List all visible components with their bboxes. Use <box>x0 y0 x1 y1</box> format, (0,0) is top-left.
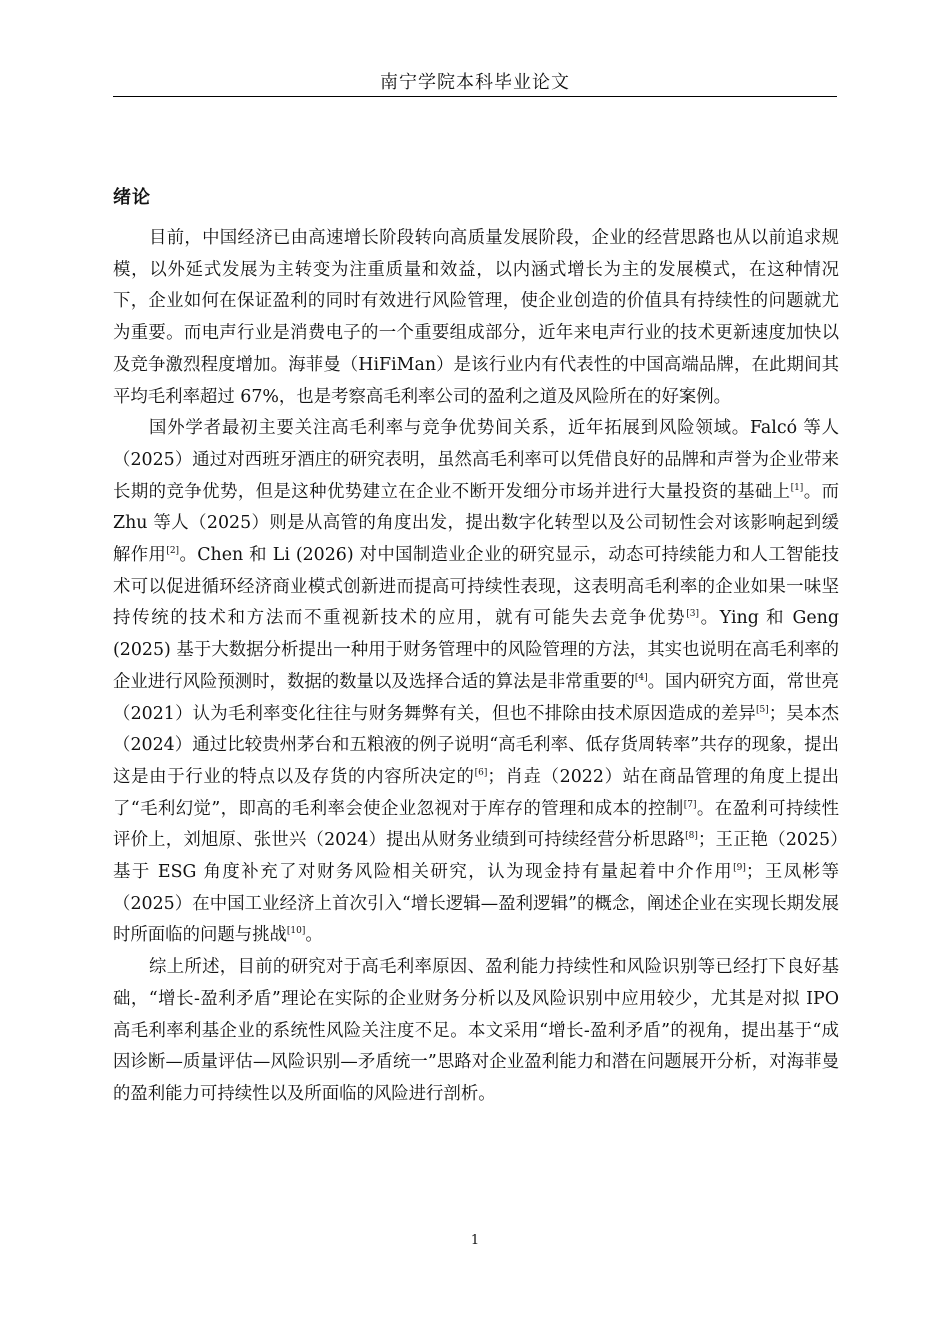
citation-ref: [2] <box>166 546 180 557</box>
section-heading: 绪论 <box>113 187 151 208</box>
citation-ref: [1] <box>790 482 804 493</box>
page-number: 1 <box>470 1233 480 1248</box>
citation-ref: [9] <box>733 863 746 874</box>
paragraph-text: 。 <box>305 925 323 946</box>
citation-ref: [3] <box>686 609 699 620</box>
paragraph-text: 。Ying 和 Geng (2025) 基于大数据分析提出一种用于财务管理中的风险管理的方法，其实也说明在高毛利率的企业进行风险预测时，数据的数量以及选择合适的算法是非常重要的 <box>113 608 839 692</box>
page-header-title: 南宁学院本科毕业论文 <box>380 72 570 93</box>
paragraph-text: 国外学者最初主要关注高毛利率与竞争优势间关系，近年拓展到风险领域。Falcó 等人（2025）通过对西班牙酒庄的研究表明，虽然高毛利率可以凭借良好的品牌和声誉为企业带来长期的竞争优势，但是这种优势建立在企业不断开发细分市场并进行大量投资的基础上 <box>113 418 839 502</box>
citation-ref: [10] <box>286 926 306 937</box>
paragraph-text: 。Chen 和 Li (2026) 对中国制造业企业的研究显示，动态可持续能力和人工智能技术可以促进循环经济商业模式创新进而提高可持续性表现，这表明高毛利率的企业如果一味坚持传统的技术和方法而不重视新技术的应用，就有可能失去竞争优势 <box>113 545 839 629</box>
paragraph-text: ；王凤彬等（2025）在中国工业经济上首次引入“增长逻辑—盈利逻辑”的概念，阐述企业在实现长期发展时所面临的问题与挑战 <box>113 862 839 946</box>
citation-ref: [5] <box>756 704 769 715</box>
body-text <box>113 223 839 1111</box>
header-divider <box>113 96 837 97</box>
citation-ref: [4] <box>634 672 648 683</box>
body-paragraph <box>113 223 839 413</box>
citation-ref: [6] <box>474 767 488 778</box>
paragraph-text: ；吴本杰（2024）通过比较贵州茅台和五粮液的例子说明“高毛利率、低存货周转率”共存的现象，提出这是由于行业的特点以及存货的内容所决定的 <box>113 703 839 787</box>
paragraph-text: 。在盈利可持续性评价上，刘旭原、张世兴（2024）提出从财务业绩到可持续经营分析思路 <box>113 798 839 851</box>
paragraph-text: ；肖垚（2022）站在商品管理的角度上提出了“毛利幻觉”，即高的毛利率会使企业忽视对于库存的管理和成本的控制 <box>113 766 839 819</box>
paragraph-text: ；王正艳（2025）基于 ESG 角度补充了对财务风险相关研究，认为现金持有量起着中介作用 <box>113 830 840 883</box>
citation-ref: [8] <box>685 831 698 842</box>
paragraph-text: 目前，中国经济已由高速增长阶段转向高质量发展阶段，企业的经营思路也从以前追求规模，以外延式发展为主转变为注重质量和效益，以内涵式增长为主的发展模式，在这种情况下，企业如何在保证盈利的同时有效进行风险管理，使企业创造的价值具有持续性的问题就尤为重要。而电声行业是消费电子的一个重要组成部分，近年来电声行业的技术更新速度加快以及竞争激烈程度增加。海菲曼（HiFiMan）是该行业内有代表性的中国高端品牌，在此期间其平均毛利率超过 67%，也是考察高毛利率公司的盈利之道及风险所在的好案例。 <box>113 228 839 407</box>
paragraph-text: 。国内研究方面，常世亮（2021）认为毛利率变化往往与财务舞弊有关，但也不排除由技术原因造成的差异 <box>113 671 839 724</box>
paragraph-text: 。而 Zhu 等人（2025）则是从高管的角度出发，提出数字化转型以及公司韧性会对该影响起到缓解作用 <box>113 481 839 566</box>
paragraph-text: 综上所述，目前的研究对于高毛利率原因、盈利能力持续性和风险识别等已经打下良好基础，“增长-盈利矛盾”理论在实际的企业财务分析以及风险识别中应用较少，尤其是对拟 IPO 高毛利率利基企业的系统性风险关注度不足。本文采用“增长-盈利矛盾”的视角，提出基于“成因诊断—质量评估—风险识别—矛盾统一”思路对企业盈利能力和潜在问题展开分析，对海菲曼的盈利能力可持续性以及所面临的风险进行剖析。 <box>113 957 839 1104</box>
body-paragraph <box>113 952 839 1111</box>
body-paragraph <box>113 413 839 952</box>
citation-ref: [7] <box>683 799 697 810</box>
